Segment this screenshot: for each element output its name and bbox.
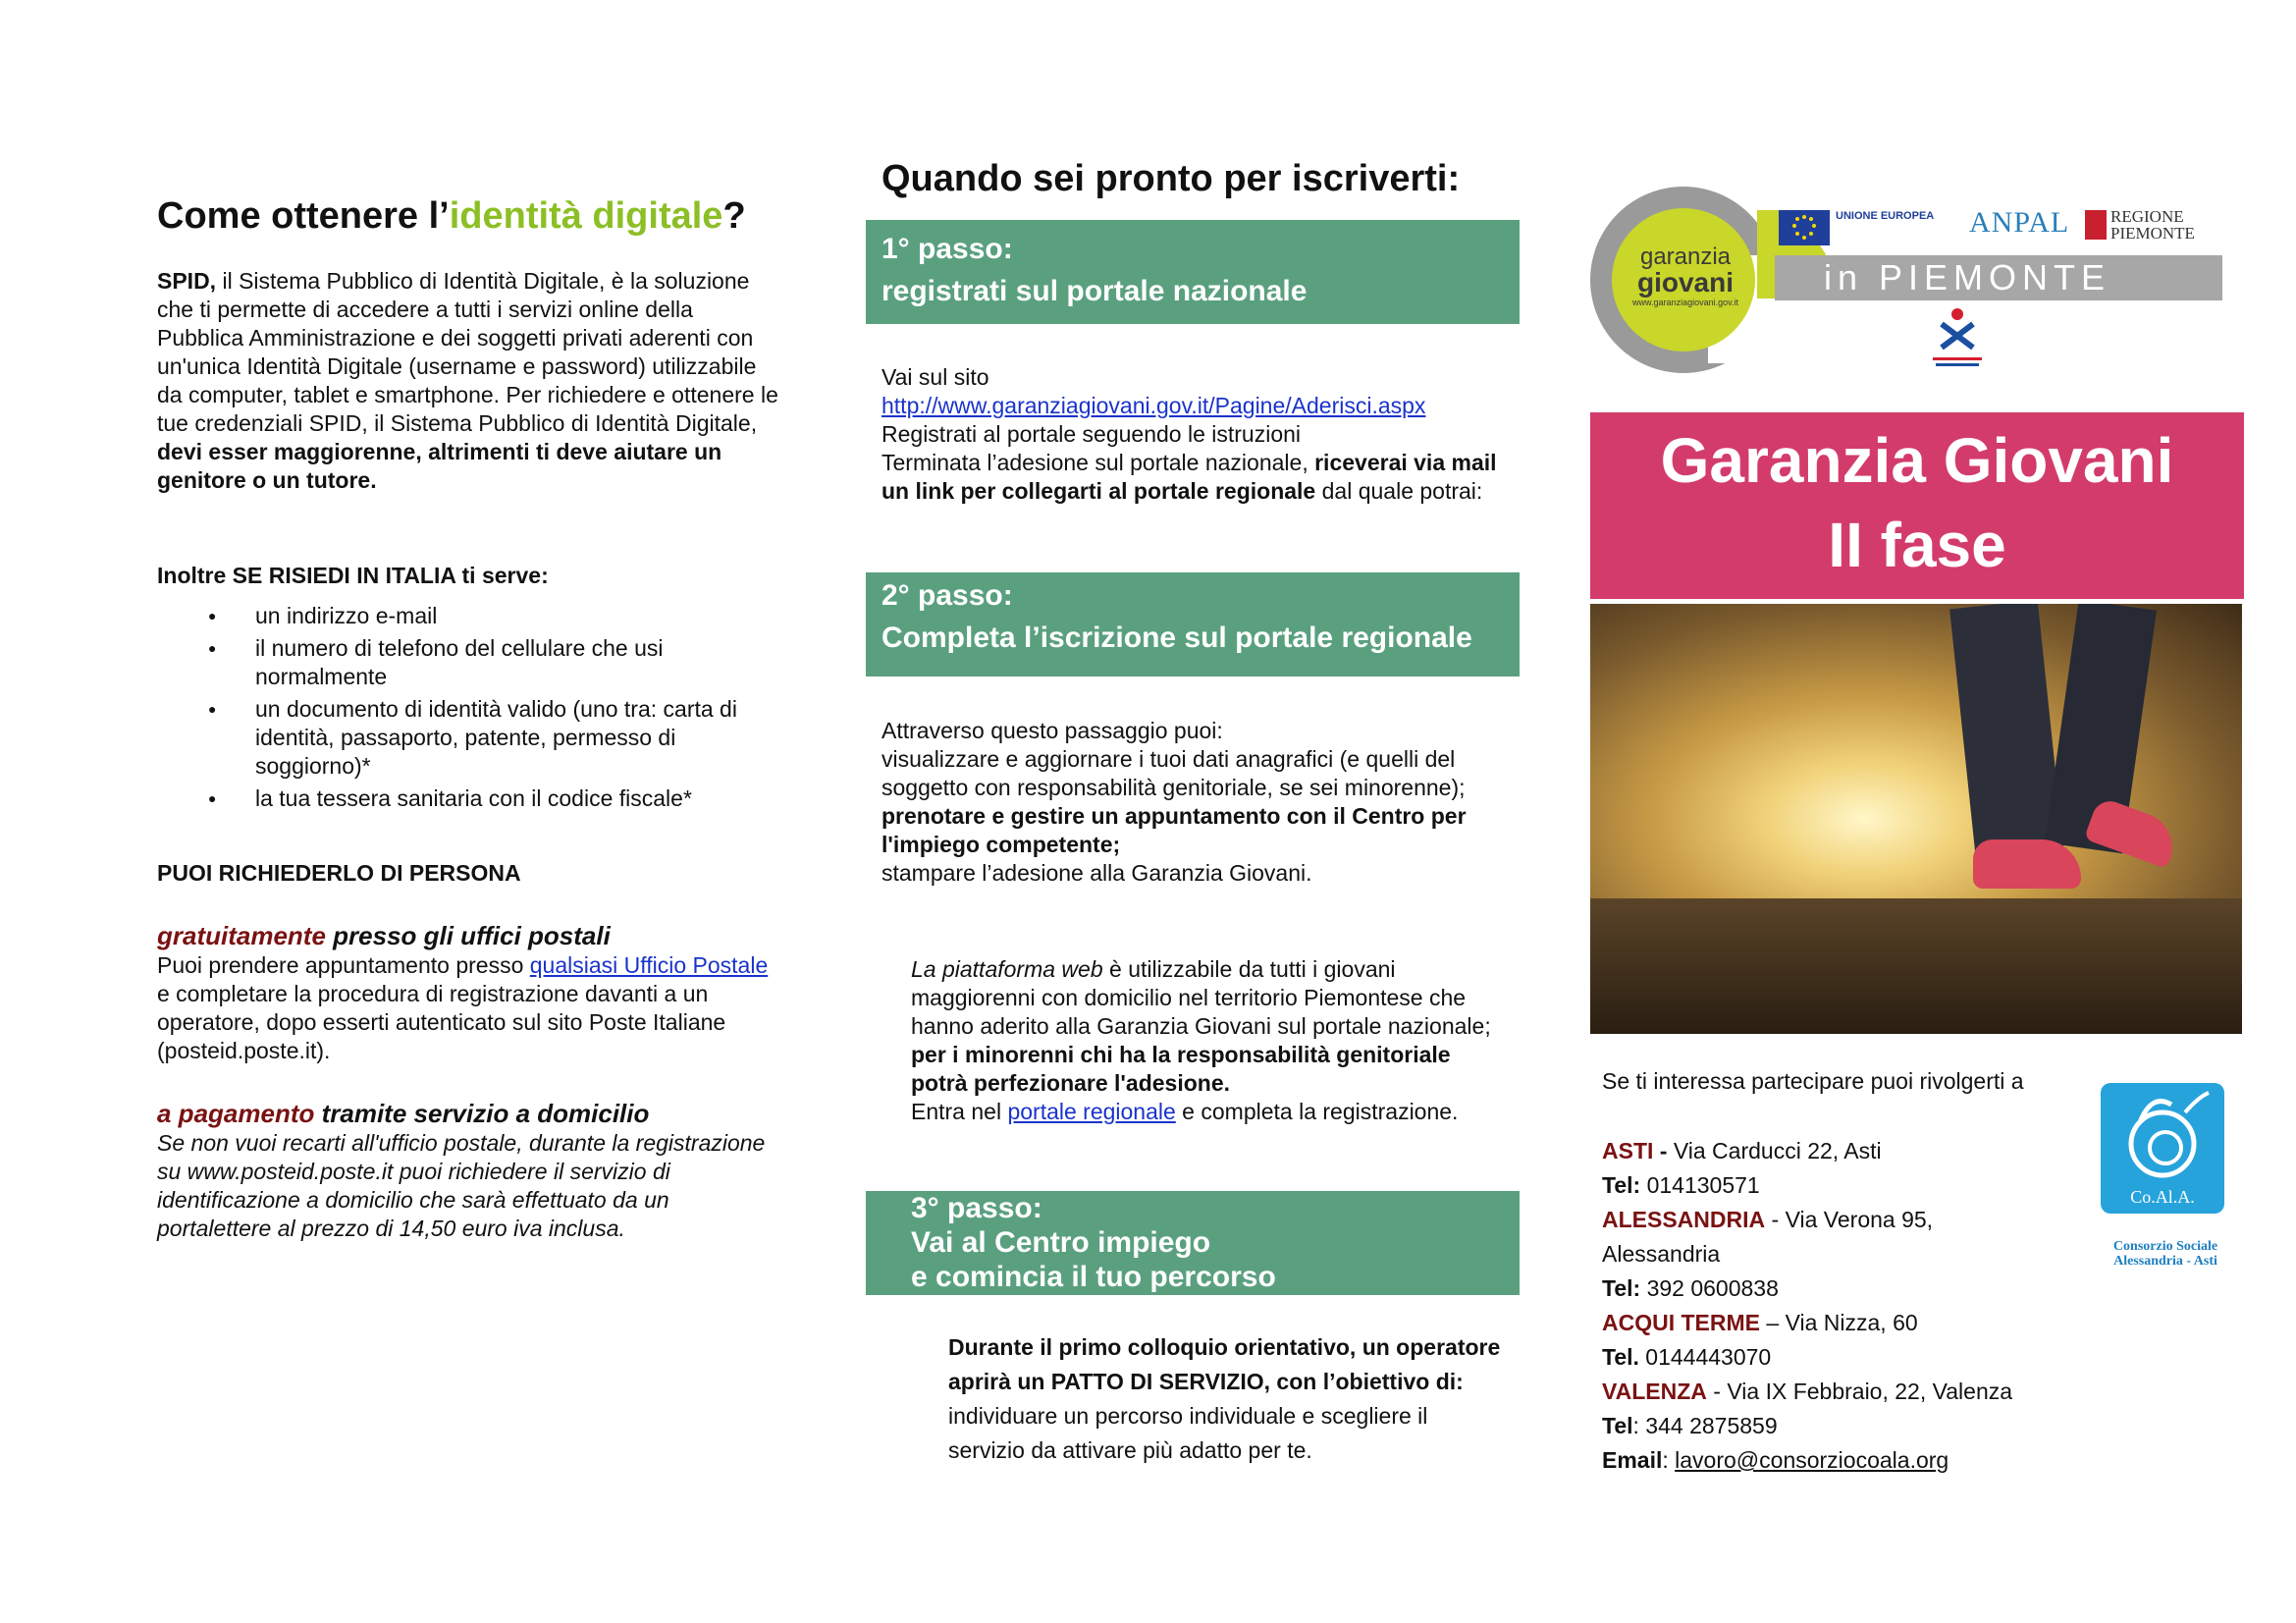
ufficio-postale-link[interactable]: qualsiasi Ufficio Postale — [529, 952, 769, 978]
coala-subtitle: Consorzio Sociale Alessandria - Asti — [2112, 1239, 2218, 1269]
step-3-body: Durante il primo colloquio orientativo, un operatore aprirà un PATTO DI SERVIZIO, con l’obiettivo di: individuare un percorso individuale e scegliere il servizio da attivare più adatto per te. — [948, 1334, 1501, 1463]
spid-paragraph: SPID, il Sistema Pubblico di Identità Digitale, è la soluzione che ti permette di accedere a tutti i servizi online della Pubblica Amministrazione e dei soggetti privati aderenti con un'unica Identità Digitale (username e password) utilizzabile da computer, tablet e smartphone. Per richiedere e ottenere le tue credenziali SPID, il Sistema Pubblico di Identità Digitale, devi esser maggiorenne, altrimenti ti deve aiutare un genitore o un tutore. — [157, 268, 778, 493]
coala-name: Co.Al.A. — [2130, 1187, 2195, 1207]
list-item: ● un indirizzo e-mail — [157, 602, 785, 630]
left-title: Come ottenere l’identità digitale? — [157, 195, 746, 237]
gratuitamente-text: Puoi prendere appuntamento presso qualsiasi Ufficio Postale e completare la procedura di registrazione davanti a un operatore, dopo esserti autenticato sul sito Poste Italiane (posteid.poste.it). — [157, 952, 769, 1063]
eu-label: UNIONE EUROPEA — [1836, 210, 1935, 222]
portale-regionale-link[interactable]: portale regionale — [1007, 1099, 1176, 1124]
pagamento-text: Se non vuoi recarti all'ufficio postale, durante la registrazione su www.posteid.poste.it puoi richiedere il servizio di identificazione a domicilio che sarà effettuato da un portalettere al prezzo di 14,50 euro iva inclusa. — [157, 1130, 766, 1241]
step-3-header: 3° passo: Vai al Centro impiego e comincia il tuo percorso — [866, 1191, 1520, 1295]
in-piemonte-bar: in PIEMONTE — [1775, 255, 2222, 300]
contact-alessandria: ALESSANDRIA - Via Verona 95, Alessandria Tel: 392 0600838 — [1602, 1207, 1934, 1301]
piattaforma-paragraph: La piattaforma web è utilizzabile da tutti i giovani maggiorenni con domicilio nel territorio Piemontese che hanno aderito alla Garanzia Giovani sul portale nazionale; per i minorenni chi ha la responsabilità genitoriale potrà perfezionare l'adesione. Entra nel portale regionale e completa la registrazione. — [911, 956, 1491, 1124]
logo-text: garanzia giovani www.garanziagiovani.gov.it — [1632, 243, 1738, 307]
inoltre-heading: Inoltre SE RISIEDI IN ITALIA ti serve: — [157, 563, 549, 588]
title-highlight: identità digitale — [449, 195, 723, 237]
email-link[interactable]: lavoro@consorziocoala.org — [1675, 1447, 1949, 1473]
requirements-list — [157, 602, 785, 817]
centro-impiego-icon — [1928, 304, 1987, 369]
contact-acqui: ACQUI TERME – Via Nizza, 60 Tel. 0144443070 — [1602, 1310, 1918, 1370]
aderisci-link[interactable]: http://www.garanziagiovani.gov.it/Pagine/Aderisci.aspx — [881, 393, 1426, 418]
runner-photo — [1590, 604, 2242, 1034]
contact-asti: ASTI - Via Carducci 22, Asti Tel: 014130571 — [1602, 1138, 1882, 1198]
eu-flag-icon — [1779, 210, 1830, 245]
step-1-header: 1° passo: registrati sul portale nazionale — [866, 220, 1520, 324]
puoi-heading: PUOI RICHIEDERLO DI PERSONA — [157, 860, 521, 886]
coala-logo — [2101, 1083, 2224, 1214]
contact-email: Email: lavoro@consorziocoala.org — [1602, 1447, 1949, 1473]
step-1-body: Vai sul sito http://www.garanziagiovani.gov.it/Pagine/Aderisci.aspx Registrati al portale seguendo le istruzioni Terminata l’adesione sul portale nazionale, riceverai via mail un link per collegarti al portale regionale dal quale potrai: — [881, 364, 1497, 504]
interest-text: Se ti interessa partecipare puoi rivolgerti a — [1602, 1068, 2024, 1094]
contact-valenza: VALENZA - Via IX Febbraio, 22, Valenza Tel: 344 2875859 — [1602, 1379, 2013, 1438]
hero-banner: Garanzia Giovani II fase — [1590, 412, 2244, 599]
step-2-header: 2° passo: Completa l’iscrizione sul portale regionale — [866, 572, 1520, 676]
anpal-logo: ANPAL — [1969, 206, 2070, 239]
step-2-body: Attraverso questo passaggio puoi: visualizzare e aggiornare i tuoi dati anagrafici (e quelli del soggetto con responsabilità genitoriale, se sei minorenne); prenotare e gestire un appuntamento con il Centro per l'impiego competente; stampare l’adesione alla Garanzia Giovani. — [881, 718, 1467, 886]
gratuitamente-heading: gratuitamente presso gli uffici postali — [157, 921, 611, 950]
list-item: ● un documento di identità valido (uno tra: carta di identità, passaporto, patente, permesso di soggiorno)* — [157, 695, 785, 781]
middle-title: Quando sei pronto per iscriverti: — [881, 158, 1461, 199]
list-item: ● la tua tessera sanitaria con il codice fiscale* — [157, 784, 785, 813]
pagamento-heading: a pagamento tramite servizio a domicilio — [157, 1099, 650, 1128]
contacts-block — [1602, 1134, 2112, 1478]
list-item: ● il numero di telefono del cellulare che usi normalmente — [157, 634, 785, 691]
